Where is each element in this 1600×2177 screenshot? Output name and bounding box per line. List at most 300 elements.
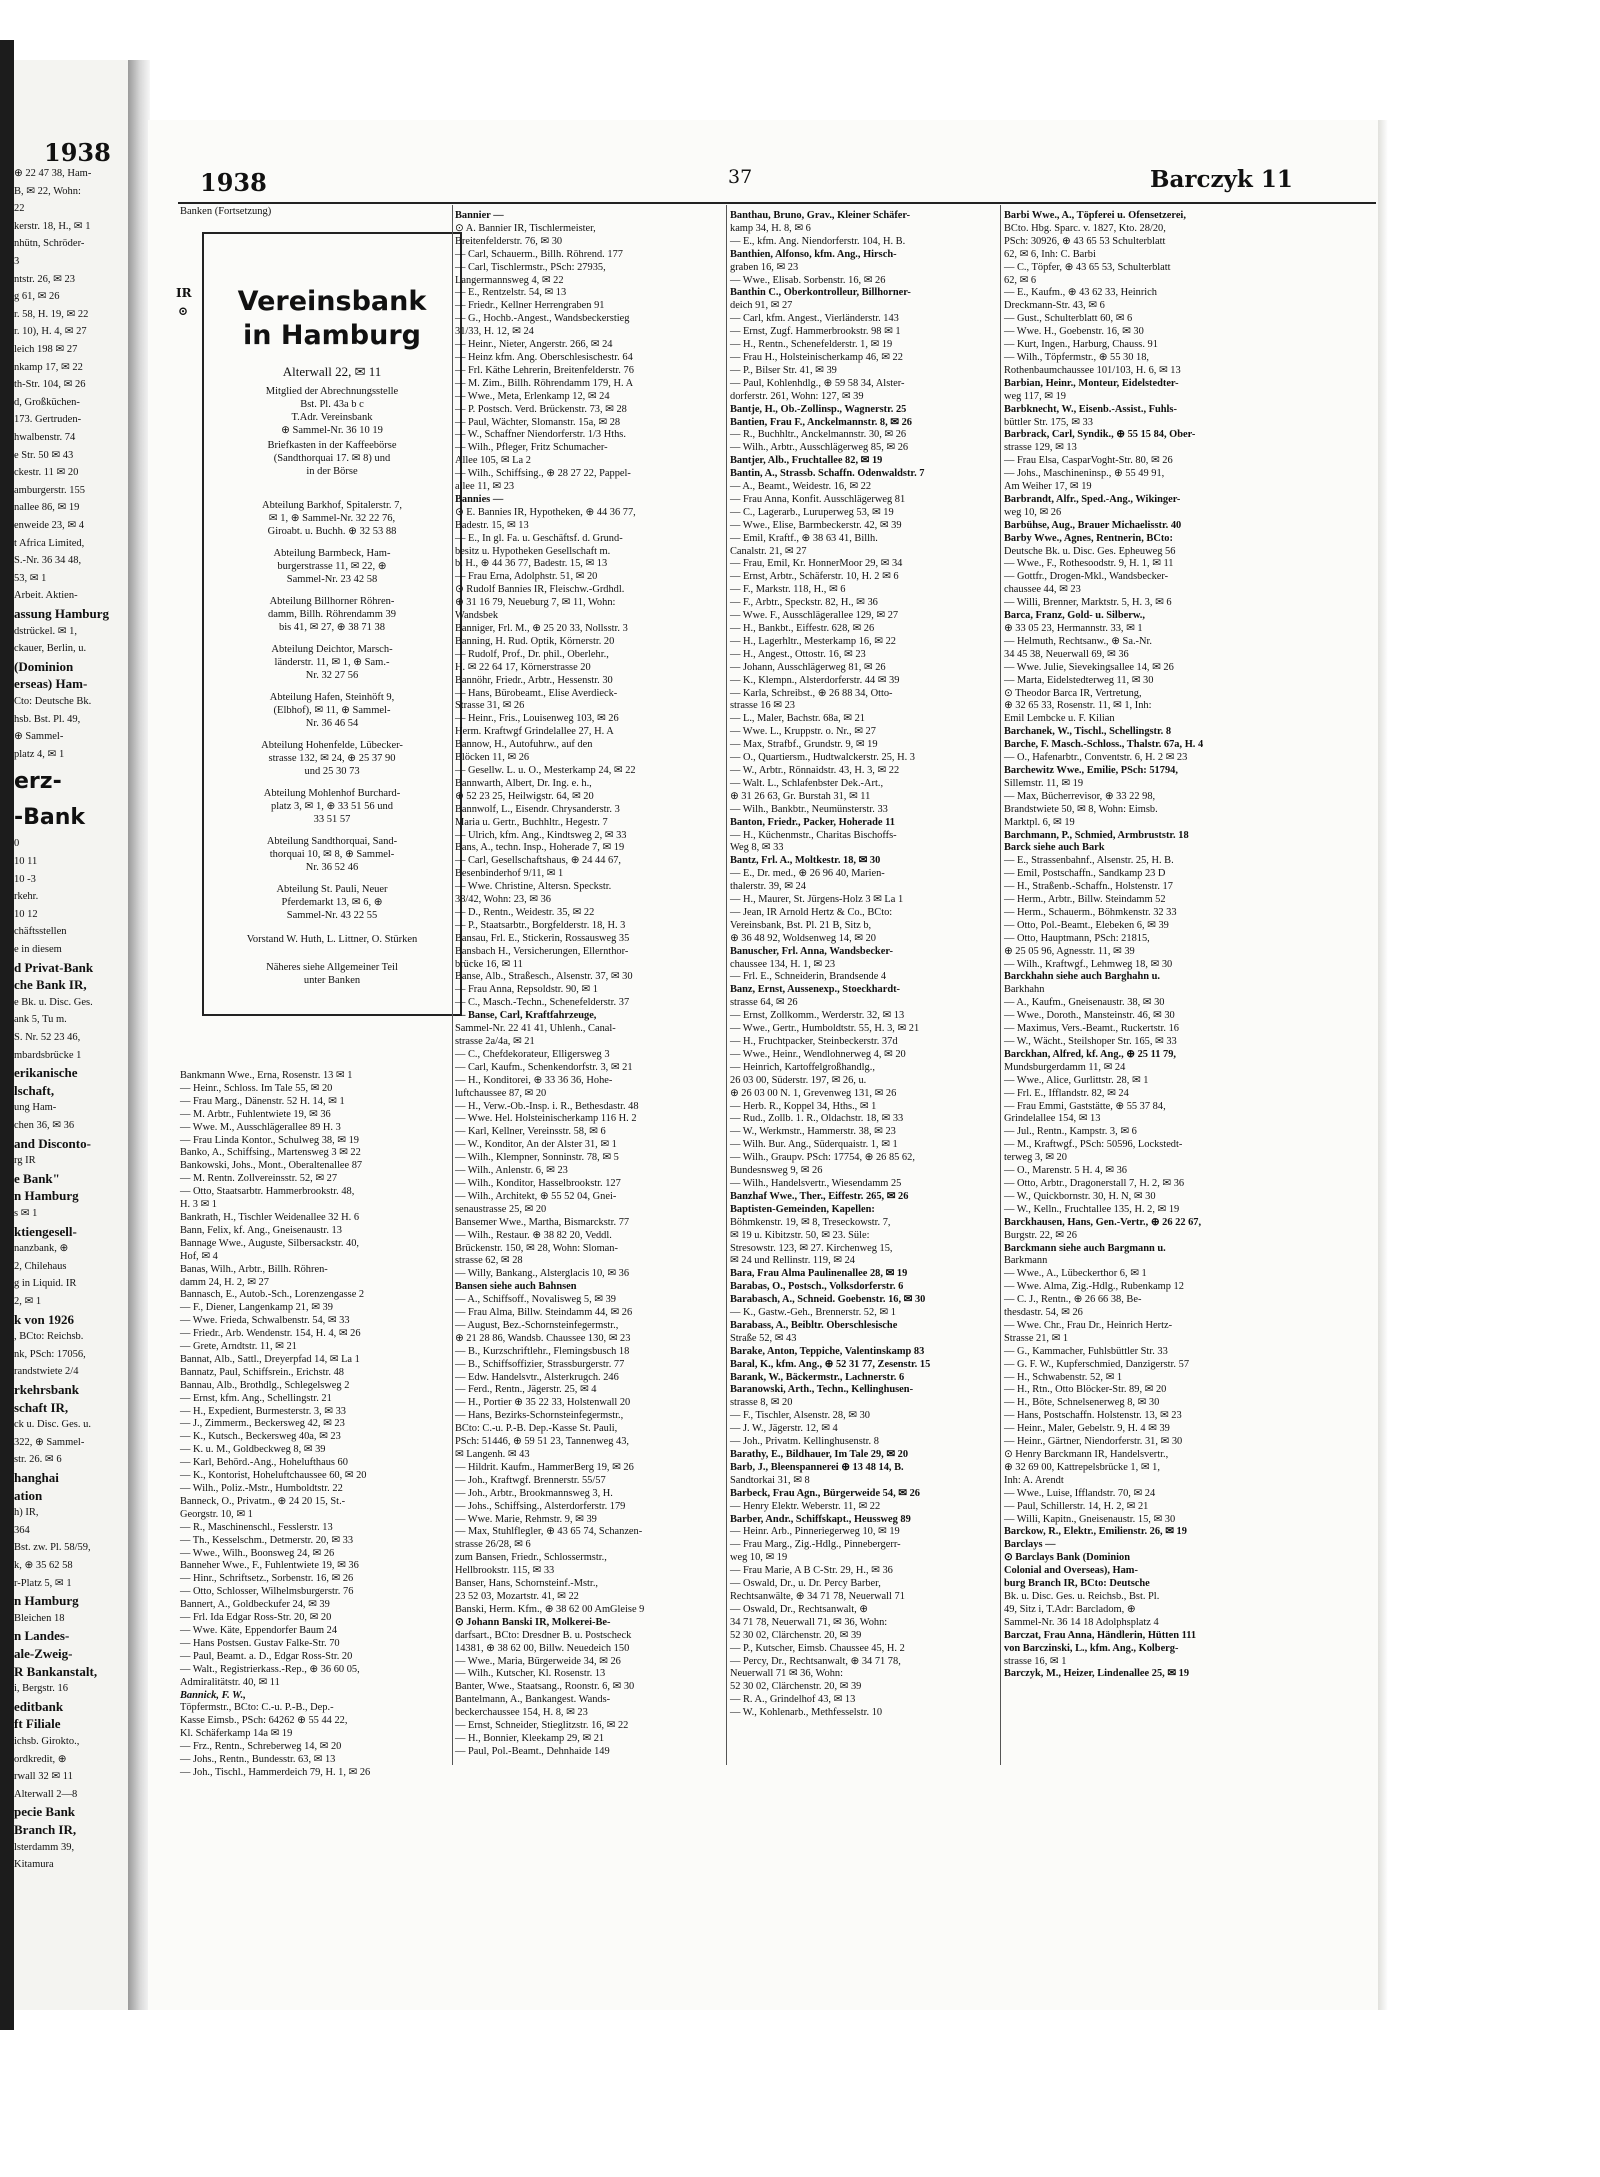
ad-footer: unter Banken — [303, 975, 361, 986]
facing-page-line: 2, ✉ 1 — [14, 1296, 42, 1307]
directory-entry-line: — W., Kelln., Fruchtallee 135, H. 2, ✉ 19 — [1004, 1203, 1180, 1215]
directory-entry-line: — Wwe. L., Kruppstr. o. Nr., ✉ 27 — [730, 726, 876, 738]
directory-entry-line: — Joh., Privatm. Kellinghusenstr. 8 — [730, 1436, 879, 1448]
ad-department-line: Giroabt. u. Buchh. ⊕ 32 53 88 — [267, 526, 397, 537]
directory-entry-line: besitz u. Hypotheken Gesellschaft m. — [455, 545, 611, 557]
directory-entry-line: Bantje, H., Ob.-Zollinsp., Wagnerstr. 25 — [730, 403, 907, 415]
ad-address: Alterwall 22, ✉ 11 — [282, 364, 382, 379]
directory-entry-line: — Frl. Ida Edgar Ross-Str. 20, ✉ 20 — [180, 1612, 332, 1624]
directory-entry-line: Töpfermstr., BCto: C.-u. P.-B., Dep.- — [180, 1702, 334, 1714]
facing-page-line: ordkredit, ⊕ — [14, 1753, 67, 1765]
directory-entry-line: — Wwe., Elise, Barmbeckerstr. 42, ✉ 39 — [730, 519, 902, 531]
directory-entry-line: zum Bansen, Friedr., Schlossermstr., — [455, 1552, 607, 1564]
ad-board: Vorstand W. Huth, L. Littner, O. Stürken — [246, 934, 418, 945]
directory-entry-line: — H., Bankbt., Eiffestr. 628, ✉ 26 — [730, 623, 875, 634]
directory-entry-line: 62, ✉ 6, Inh: C. Barbi — [1004, 248, 1096, 260]
directory-entry-line: strasse 16, ✉ 1 — [1004, 1655, 1067, 1667]
directory-entry-line: Bankrath, H., Tischler Weidenallee 32 H. 6 — [180, 1211, 360, 1223]
directory-entry-line: — Joh., Arbtr., Brookmannsweg 3, H. — [455, 1487, 613, 1499]
directory-entry-line: — K., Klempn., Alsterdorferstr. 44 ✉ 39 — [730, 674, 900, 686]
directory-entry-line: — Heinr., Maler, Gebelstr. 9, H. 4 ✉ 39 — [1004, 1423, 1170, 1435]
directory-entry-line: ⊕ 36 48 92, Woldsenweg 14, ✉ 20 — [730, 932, 876, 944]
directory-entry-line: — Frl. E., Ifflandstr. 82, ✉ 24 — [1004, 1087, 1129, 1099]
directory-entry-line: Am Weiher 17, ✉ 19 — [1004, 481, 1092, 493]
directory-entry-line: — P., Staatsarbtr., Borgfelderstr. 18, H. 3 — [455, 919, 626, 931]
facing-page-line: amburgerstr. 155 — [14, 484, 85, 496]
directory-entry-line: 34 45 38, Neuerwall 69, ✉ 36 — [1004, 648, 1129, 660]
directory-entry-line: Bansbach H., Versicherungen, Ellernthor- — [455, 945, 629, 957]
facing-page-line: Branch IR, — [14, 1822, 77, 1837]
directory-entry-line: — H., Lagerhltr., Mesterkamp 16, ✉ 22 — [730, 635, 896, 647]
directory-entry-line: — F., Arbtr., Speckstr. 82, H., ✉ 36 — [730, 597, 878, 609]
directory-entry-line: Vereinsbank, Bst. Pl. 21 B, Sitz b, — [730, 919, 872, 931]
directory-entry-line: — C., Masch.-Techn., Schenefelderstr. 37 — [455, 997, 630, 1009]
ad-info-line: (Sandthorquai 17. ✉ 8) und — [273, 453, 391, 464]
directory-entry-line: 38/42, Wohn: 23, ✉ 36 — [455, 894, 552, 906]
facing-page-line: n Hamburg — [14, 1188, 79, 1204]
facing-page-line: ale-Zweig- — [14, 1646, 73, 1661]
directory-entry-line: Bundesnsweg 9, ✉ 26 — [730, 1165, 823, 1177]
column-2-entries — [455, 210, 717, 1759]
directory-entry-line: — J. W., Jägerstr. 12, ✉ 4 — [730, 1423, 838, 1435]
directory-entry-line: — Wwe., F., Rothesoodstr. 9, H. 1, ✉ 11 — [1004, 558, 1174, 570]
directory-entry-line: — Frau Marg., Dänenstr. 52 H. 14, ✉ 1 — [180, 1095, 345, 1107]
facing-page-line: nallee 86, ✉ 19 — [14, 502, 80, 514]
vereinsbank-advertisement — [202, 232, 462, 1016]
facing-page-line: lschaft, — [14, 1082, 55, 1098]
facing-page-line: -Bank — [14, 805, 86, 831]
directory-entry-line: — Wilh., Pfleger, Fritz Schumacher- — [455, 442, 608, 454]
facing-page-line: r. 10), H. 4, ✉ 27 — [14, 326, 87, 338]
directory-entry-line: — A., Kaufm., Gneisenaustr. 38, ✉ 30 — [1004, 997, 1165, 1009]
directory-entry-line: — Otto, Pol.-Beamt., Elebeken 6, ✉ 39 — [1004, 919, 1169, 931]
directory-entry-line: — Heinrich, Kartoffelgroßhandlg., — [730, 1061, 875, 1073]
facing-page-line: d Privat-Bank — [14, 959, 94, 975]
page-number: 37 — [728, 166, 753, 188]
directory-entry-line: Bantelmann, A., Bankangest. Wands- — [455, 1694, 611, 1706]
directory-entry-line: Barabass, A., Beibltr. Oberschlesische — [730, 1319, 898, 1331]
directory-entry-line: — F., Markstr. 118, H., ✉ 6 — [730, 584, 846, 596]
directory-entry-line: — C., Töpfer, ⊕ 43 65 53, Schulterblatt — [1004, 261, 1171, 273]
directory-entry-line: — Hans, Bezirks-Schornsteinfegermstr., — [455, 1410, 624, 1422]
directory-entry-line: — Wwe. Alma, Zig.-Hdlg., Rubenkamp 12 — [1004, 1281, 1184, 1293]
directory-entry-line: Marktpl. 6, ✉ 19 — [1004, 816, 1075, 828]
directory-entry-line: Bannat, Alb., Sattl., Dreyerpfad 14, ✉ La 1 — [180, 1353, 360, 1365]
directory-entry-line: — H., Fruchtpacker, Steinbeckerstr. 37d — [730, 1036, 898, 1047]
directory-entry-line: — Rudolf, Prof., Dr. phil., Oberlehr., — [455, 648, 609, 660]
directory-entry-line: Bankmann Wwe., Erna, Rosenstr. 13 ✉ 1 — [180, 1070, 353, 1081]
facing-page-line: ntstr. 26, ✉ 23 — [14, 273, 76, 285]
facing-page-line: rkehrsbank — [14, 1382, 80, 1397]
directory-entry-line: Dreckmann-Str. 43, ✉ 6 — [1004, 300, 1105, 312]
facing-page-line: nk, PSch: 17056, — [14, 1348, 86, 1360]
directory-entry-line: — Emil, Postschaffn., Sandkamp 23 D — [1004, 868, 1166, 880]
directory-entry-line: Baral, K., kfm. Ang., ⊕ 52 31 77, Zesenstr. 15 — [730, 1358, 931, 1370]
directory-entry-line: ⊕ 26 03 00 N. 1, Grevenweg 131, ✉ 26 — [730, 1087, 897, 1099]
directory-entry-line: — Walt., Registrierkass.-Rep., ⊕ 36 60 05, — [180, 1663, 360, 1675]
directory-entry-line: Neuerwall 71 ✉ 36, Wohn: — [730, 1668, 844, 1680]
directory-entry-line: — Ernst, Zollkomm., Werderstr. 32, ✉ 13 — [730, 1010, 905, 1022]
ir-mark: IR — [176, 286, 192, 300]
facing-page-line: n Landes- — [14, 1628, 70, 1644]
directory-entry-line: — Wilh., Restaur. ⊕ 38 82 20, Veddl. — [455, 1229, 612, 1241]
directory-entry-line: — A., Schiffsoff., Novalisweg 5, ✉ 39 — [455, 1294, 616, 1306]
ad-department-line: (Elbhof), ✉ 11, ⊕ Sammel- — [273, 705, 391, 716]
directory-entry-line: Hellbrookstr. 115, ✉ 33 — [455, 1565, 555, 1577]
directory-entry-line: Bantin, A., Strassb. Schaffn. Odenwaldstr. 7 — [730, 468, 925, 480]
directory-entry-line: Blöcken 11, ✉ 26 — [455, 752, 530, 764]
directory-entry-line: 23 52 03, Mozartstr. 41, ✉ 22 — [455, 1590, 579, 1602]
directory-entry-line: — Frl. E., Schneiderin, Brandsende 4 — [730, 971, 887, 983]
directory-entry-line: Strasse 21, ✉ 1 — [1004, 1332, 1069, 1344]
directory-entry-line: Barchewitz Wwe., Emilie, PSch: 51794, — [1004, 764, 1178, 776]
ad-department-line: 33 51 57 — [313, 814, 351, 825]
directory-entry-line: Bannage Wwe., Auguste, Silbersackstr. 40, — [180, 1237, 360, 1249]
directory-entry-line: Barczyk, M., Heizer, Lindenallee 25, ✉ 19 — [1004, 1668, 1190, 1680]
directory-entry-line: Langermannsweg 4, ✉ 22 — [455, 274, 564, 286]
ad-info-line: Mitglied der Abrechnungsstelle — [265, 386, 399, 397]
facing-page-line: r-Platz 5, ✉ 1 — [14, 1577, 72, 1589]
directory-entry-line: Barbian, Heinr., Monteur, Eidelstedter- — [1004, 377, 1179, 389]
directory-entry-line: — Th., Kesselschm., Detmerstr. 20, ✉ 33 — [180, 1534, 354, 1546]
directory-entry-line: ⊕ 31 16 79, Neueburg 7, ✉ 11, Wohn: — [455, 597, 616, 609]
directory-entry-line: Bantien, Frau F., Anckelmannstr. 8, ✉ 26 — [730, 416, 913, 428]
directory-entry-line: Banas, Wilh., Arbtr., Billh. Röhren- — [180, 1263, 328, 1275]
directory-entry-line: Emil Lembcke u. F. Kilian — [1004, 713, 1115, 725]
ad-department-line: Nr. 32 27 56 — [305, 670, 359, 681]
directory-entry-line: — Herm., Arbtr., Billw. Steindamm 52 — [1004, 894, 1166, 906]
facing-page-line: i, Bergstr. 16 — [14, 1683, 69, 1695]
directory-entry-line: Banzhaf Wwe., Ther., Eiffestr. 265, ✉ 26 — [730, 1190, 909, 1202]
directory-entry-line: — Hans, Postschaffn. Holstenstr. 13, ✉ 23 — [1004, 1410, 1182, 1422]
facing-page-line: 53, ✉ 1 — [14, 572, 47, 584]
directory-entry-line: PSch: 30926, ⊕ 43 65 53 Schulterblatt — [1004, 235, 1166, 247]
directory-entry-line: ✉ 24 und Rellinstr. 119, ✉ 24 — [730, 1255, 855, 1267]
directory-entry-line: 49, Sitz i, T.Adr: Barcladom, ⊕ — [1004, 1603, 1136, 1615]
directory-entry-line: — Frau, Emil, Kr. HonnerMoor 29, ✉ 34 — [730, 558, 903, 570]
ad-department-line: Abteilung Hohenfelde, Lübecker- — [261, 740, 403, 751]
directory-entry-line: ⊙ Johann Banski IR, Molkerei-Be- — [455, 1616, 611, 1628]
facing-page-line: schaft IR, — [14, 1399, 69, 1415]
directory-entry-line: 62, ✉ 6 — [1004, 274, 1037, 286]
facing-page-line: th-Str. 104, ✉ 26 — [14, 379, 86, 391]
directory-entry-line: — Heinr., Schloss. Im Tale 55, ✉ 20 — [180, 1082, 333, 1094]
ad-info-line: Bst. Pl. 43a b c — [300, 399, 364, 410]
facing-page-line: randstwiete 2/4 — [14, 1366, 79, 1378]
facing-page-line: kerstr. 18, H., ✉ 1 — [14, 220, 91, 232]
directory-entry-line: Barbi Wwe., A., Töpferei u. Ofensetzerei, — [1004, 210, 1186, 221]
directory-entry-line: Sillemstr. 11, ✉ 19 — [1004, 777, 1084, 789]
directory-entry-line: — Wilh. Bur. Ang., Süderquaistr. 1, ✉ 1 — [730, 1139, 898, 1151]
directory-entry-line: strasse 129, ✉ 13 — [1004, 442, 1077, 454]
directory-entry-line: Kl. Schäferkamp 14a ✉ 19 — [180, 1728, 293, 1740]
facing-page-line: Arbeit. Aktien- — [14, 590, 78, 602]
directory-entry-line: Bankowski, Johs., Mont., Oberaltenallee 87 — [180, 1160, 363, 1172]
directory-entry-line: Banning, H. Rud. Optik, Körnerstr. 20 — [455, 635, 615, 647]
facing-page-line: ichsb. Girokto., — [14, 1736, 80, 1747]
directory-entry-line: Bantjer, Alb., Fruchtallee 82, ✉ 19 — [730, 455, 883, 467]
directory-entry-line: Hof, ✉ 4 — [180, 1250, 218, 1262]
facing-page-line: rkehr. — [14, 891, 39, 903]
directory-entry-line: — Oswald, Dr., u. Dr. Percy Barber, — [730, 1578, 881, 1590]
directory-entry-line: — H., Schwabenstr. 52, ✉ 1 — [1004, 1371, 1123, 1383]
directory-entry-line: — C., Chefdekorateur, Elligersweg 3 — [455, 1048, 610, 1060]
facing-page-line: d, Großküchen- — [14, 396, 80, 408]
directory-entry-line: — Hans Postsen. Gustav Falke-Str. 70 — [180, 1637, 340, 1649]
directory-entry-line: ⊙ Rudolf Bannies IR, Fleischw.-Grdhdl. — [455, 584, 625, 596]
directory-entry-line: Bannöhr, Friedr., Arbtr., Hessenstr. 30 — [455, 674, 613, 686]
ad-department-line: Abteilung Billhorner Röhren- — [269, 596, 395, 607]
directory-entry-line: — L., Maler, Bachstr. 68a, ✉ 21 — [730, 713, 865, 725]
directory-entry-line: Barake, Anton, Teppiche, Valentinskamp 83 — [730, 1345, 925, 1357]
directory-entry-line: Banneher Wwe., F., Fuhlentwiete 19, ✉ 36 — [180, 1560, 359, 1572]
directory-entry-line: — D., Rentn., Weidestr. 35, ✉ 22 — [455, 906, 595, 918]
directory-entry-line: Barbeck, Frau Agn., Bürgerweide 54, ✉ 26 — [730, 1487, 920, 1499]
directory-entry-line: — Herm., Schauerm., Böhmkenstr. 32 33 — [1004, 906, 1177, 918]
directory-entry-line: — Edw. Handelsvtr., Alsterkrugch. 246 — [455, 1371, 619, 1383]
directory-entry-line: — Wwe. Frieda, Schwalbenstr. 54, ✉ 33 — [180, 1315, 350, 1327]
directory-entry-line: Banz, Ernst, Aussenexp., Stoeckhardt- — [730, 984, 901, 996]
ad-department-line: Abteilung Mohlenhof Burchard- — [263, 788, 401, 799]
ad-info-line: T.Adr. Vereinsbank — [291, 412, 373, 423]
directory-entry-line: — Oswald, Dr., Rechtsanwalt, ⊕ — [730, 1603, 868, 1615]
facing-page-line: erseas) Ham- — [14, 676, 88, 692]
directory-entry-line: Banthien, Alfonso, kfm. Ang., Hirsch- — [730, 248, 897, 260]
directory-entry-line: — Carl, Gesellschaftshaus, ⊕ 24 44 67, — [455, 855, 621, 867]
directory-entry-line: Barchanek, W., Tischl., Schellingstr. 8 — [1004, 726, 1172, 738]
directory-entry-line: — W., Kohlenarb., Methfesselstr. 10 — [730, 1707, 883, 1719]
directory-entry-line: — G., Kammacher, Fuhlsbüttler Str. 33 — [1004, 1345, 1168, 1357]
directory-entry-line: Barchmann, P., Schmied, Armbruststr. 18 — [1004, 829, 1189, 841]
directory-entry-line: Baptisten-Gemeinden, Kapellen: — [730, 1203, 875, 1215]
directory-entry-line: — W., Wächt., Steilshoper Str. 165, ✉ 33 — [1004, 1036, 1177, 1047]
facing-page-line: 22 — [14, 203, 25, 215]
directory-entry-line: — Wwe. Julie, Sievekingsallee 14, ✉ 26 — [1004, 661, 1174, 673]
directory-entry-line: ✉ Langenh. ✉ 43 — [455, 1449, 530, 1460]
directory-entry-line: Barabas, O., Postsch., Volksdorferstr. 6 — [730, 1281, 904, 1293]
directory-entry-line: strasse 64, ✉ 26 — [730, 997, 798, 1009]
directory-entry-line: Bantz, Frl. A., Moltkestr. 18, ✉ 30 — [730, 855, 881, 867]
directory-entry-line: — August, Bez.-Schornsteinfegermstr., — [455, 1319, 619, 1331]
directory-entry-line: Baranowski, Arth., Techn., Kellinghusen- — [730, 1384, 914, 1396]
ad-info-line: ⊕ Sammel-Nr. 36 10 19 — [281, 425, 383, 436]
directory-entry-line: Rothenbaumchaussee 101/103, H. 6, ✉ 13 — [1004, 364, 1181, 376]
directory-entry-line: — Helmuth, Rechtsanw., ⊕ Sa.-Nr. — [1004, 635, 1152, 647]
directory-entry-line: — Walt. L., Schlafenbster Dek.-Art., — [730, 777, 884, 789]
ad-department-line: und 25 30 73 — [304, 766, 360, 777]
directory-entry-line: — K., Kontorist, Hoheluftchaussee 60, ✉ 20 — [180, 1470, 367, 1482]
directory-entry-line: Barber, Andr., Schiffskapt., Heussweg 89 — [730, 1513, 911, 1525]
directory-entry-line: Wandsbek — [455, 610, 499, 622]
directory-entry-line: — Hinr., Schriftsetz., Sorbenstr. 16, ✉ 26 — [180, 1573, 354, 1585]
facing-page-line: assung Hamburg — [14, 606, 109, 621]
directory-entry-line: Bannert, A., Goldbeckufer 24, ✉ 39 — [180, 1599, 330, 1611]
directory-entry-line: Badestr. 15, ✉ 13 — [455, 519, 529, 531]
directory-entry-line: — Wwe., Gertr., Humboldtstr. 55, H. 3, ✉ 21 — [730, 1023, 920, 1035]
facing-page-line: and Disconto- — [14, 1135, 91, 1151]
directory-entry-line: Maria u. Gertr., Buchhltr., Hegestr. 7 — [455, 816, 608, 828]
ad-title-line-2: in Hamburg — [242, 320, 422, 351]
directory-entry-line: strasse 62, ✉ 28 — [455, 1255, 523, 1267]
directory-entry-line: Bans, A., techn. Insp., Hoherade 7, ✉ 19 — [455, 842, 625, 854]
directory-entry-line: 52 30 02, Clärchenstr. 20, ✉ 39 — [730, 1681, 862, 1693]
directory-entry-line: — Karl, Behörd.-Ang., Hohelufthaus 60 — [180, 1457, 348, 1469]
directory-entry-line: b. H., ⊕ 44 36 77, Badestr. 15, ✉ 13 — [455, 558, 608, 570]
directory-entry-line: deich 91, ✉ 27 — [730, 300, 793, 312]
facing-page-line: k, ⊕ 35 62 58 — [14, 1560, 73, 1571]
facing-page-line: R Bankanstalt, — [14, 1663, 98, 1679]
directory-entry-line: Burgstr. 22, ✉ 26 — [1004, 1229, 1077, 1241]
directory-entry-line: — Ernst, Zugf. Hammerbrookstr. 98 ✉ 1 — [730, 326, 901, 338]
directory-entry-line: ⊕ 33 05 23, Hermannstr. 33, ✉ 1 — [1004, 623, 1143, 634]
directory-entry-line: — M., Kraftwgf., PSch: 50596, Lockstedt- — [1004, 1139, 1183, 1151]
directory-entry-line: — E., Dr. med., ⊕ 26 96 40, Marien- — [730, 868, 885, 880]
ad-department-line: damm, Billh. Röhrendamm 39 — [267, 609, 397, 620]
facing-page-line: ⊕ 22 47 38, Ham- — [14, 168, 92, 179]
directory-entry-line: BCto. Hbg. Sparc. v. 1827, Kto. 28/20, — [1004, 222, 1166, 234]
facing-page-line: che Bank IR, — [14, 977, 87, 993]
directory-entry-line: — G., Hochb.-Angest., Wandsbeckerstieg — [455, 313, 630, 325]
directory-entry-line: büttler Str. 175, ✉ 33 — [1004, 416, 1093, 428]
directory-entry-line: ⊕ 52 23 25, Heilwigstr. 64, ✉ 20 — [455, 790, 594, 802]
directory-entry-line: — Frau H., Holsteinischerkamp 46, ✉ 22 — [730, 351, 903, 363]
facing-page-line: e Bk. u. Disc. Ges. — [14, 996, 93, 1008]
facing-page-line: str. 26. ✉ 6 — [14, 1454, 62, 1466]
facing-page-line: erikanische — [14, 1065, 78, 1081]
directory-entry-line: — Ferd., Rentn., Jägerstr. 25, ✉ 4 — [455, 1384, 597, 1396]
directory-entry-line: — H., Küchenmstr., Charitas Bischoffs- — [730, 829, 897, 841]
directory-entry-line: H. ✉ 22 64 17, Körnerstrasse 20 — [455, 661, 591, 673]
directory-entry-line: — Paul, Beamt. a. D., Edgar Ross-Str. 20 — [180, 1650, 353, 1662]
facing-page-line: mbardsbrücke 1 — [14, 1049, 82, 1061]
facing-page-line: lsterdamm 39, — [14, 1841, 75, 1853]
directory-entry-line: — Wwe., Wilh., Boonsweg 24, ✉ 26 — [180, 1547, 335, 1559]
directory-entry-line: 26 03 00, Süderstr. 197, ✉ 26, u. — [730, 1074, 867, 1086]
directory-entry-line: Barb, J., Bleenspannerei ⊕ 13 48 14, B. — [730, 1461, 904, 1473]
directory-entry-line: thalerstr. 39, ✉ 24 — [730, 881, 806, 893]
directory-entry-line: Barclays — — [1004, 1539, 1056, 1551]
directory-entry-line: — Frau Linda Kontor., Schulweg 38, ✉ 19 — [180, 1134, 359, 1146]
facing-page-line: 322, ⊕ Sammel- — [14, 1436, 85, 1448]
directory-entry-line: Bk. u. Disc. Ges. u. Reichsb., Bst. Pl. — [1004, 1590, 1160, 1602]
directory-entry-line: Barbühse, Aug., Brauer Michaelisstr. 40 — [1004, 519, 1182, 531]
facing-page-line: 0 — [14, 838, 20, 850]
directory-entry-line: — Grete, Arndtstr. 11, ✉ 21 — [180, 1341, 297, 1353]
facing-page-line: platz 4, ✉ 1 — [14, 748, 65, 760]
ad-department-line: Abteilung Barmbeck, Ham- — [273, 548, 391, 559]
directory-entry-line: — B., Kurzschriftlehr., Flemingsbusch 18 — [455, 1345, 630, 1357]
ad-department-line: Abteilung St. Pauli, Neuer — [276, 884, 388, 895]
directory-entry-line: Canalstr. 21, ✉ 27 — [730, 545, 807, 557]
directory-entry-line: — M. Zim., Billh. Röhrendamm 179, H. A — [455, 377, 634, 389]
directory-entry-line: — E., In gl. Fa. u. Geschäftsf. d. Grund- — [455, 532, 623, 544]
directory-entry-line: Bansau, Frl. E., Stickerin, Rossausweg 35 — [455, 932, 630, 944]
directory-entry-line: — M. Rentn. Zollvereinsstr. 52, ✉ 27 — [180, 1173, 338, 1185]
directory-entry-line: Bannies — — [455, 493, 504, 505]
directory-entry-line: ✉ 19 u. Kibitzstr. 50, ✉ 23. Süle: — [730, 1229, 870, 1241]
directory-entry-line: — H., Portier ⊕ 35 22 33, Holstenwall 20 — [455, 1397, 631, 1409]
directory-entry-line: — Wilh., Töpfermstr., ⊕ 55 30 18, — [1004, 351, 1149, 363]
directory-entry-line: — Carl, Kaufm., Schenkendorfstr. 3, ✉ 21 — [455, 1061, 633, 1073]
directory-entry-line: — H., Straßenb.-Schaffn., Holstenstr. 17 — [1004, 881, 1173, 893]
directory-entry-line: PSch: 51446, ⊕ 59 51 23, Tannenweg 43, — [455, 1436, 630, 1448]
directory-entry-line: — Max, Stuhlflegler, ⊕ 43 65 74, Schanzen- — [455, 1526, 643, 1538]
directory-entry-line: senaustrasse 25, ✉ 20 — [455, 1203, 547, 1215]
facing-page-line: g 61, ✉ 26 — [14, 291, 60, 303]
ad-department-line: Abteilung Sandthorquai, Sand- — [266, 836, 398, 847]
column-3-entries — [730, 210, 992, 1720]
directory-entry-line: — Frz., Rentn., Schreberweg 14, ✉ 20 — [180, 1741, 342, 1753]
directory-entry-line: — Wilh., Kraftwgf., Lehmweg 18, ✉ 30 — [1004, 958, 1173, 970]
column-rule — [1000, 205, 1001, 1765]
facing-page-line: Bst. zw. Pl. 58/59, — [14, 1542, 91, 1554]
directory-entry-line: Rechtsanwälte, ⊕ 34 71 78, Neuerwall 71 — [730, 1590, 905, 1602]
directory-entry-line: weg 10, ✉ 26 — [1004, 506, 1062, 518]
directory-entry-line: ⊙ A. Bannier IR, Tischlermeister, — [455, 222, 596, 234]
directory-entry-line: — Jul., Rentn., Kampstr. 3, ✉ 6 — [1004, 1126, 1137, 1138]
ad-info-line: in der Börse — [306, 466, 358, 477]
facing-page-line: ation — [14, 1487, 43, 1503]
directory-entry-line: Brandstwiete 50, ✉ 8, Wohn: Eimsb. — [1004, 803, 1158, 815]
directory-entry-line: — Friedr., Arb. Wendenstr. 154, H. 4, ✉ 26 — [180, 1328, 361, 1340]
ad-department-line: Nr. 36 46 54 — [305, 718, 359, 729]
directory-entry-line: — Karl, Kellner, Vereinsstr. 58, ✉ 6 — [455, 1126, 606, 1138]
directory-entry-line: terweg 3, ✉ 20 — [1004, 1152, 1067, 1164]
column-rule — [452, 205, 453, 1765]
facing-page-line: ⊕ Sammel- — [14, 731, 64, 743]
directory-entry-line: Stresowstr. 123, ✉ 27. Kirchenweg 15, — [730, 1242, 893, 1254]
directory-entry-line: ⊕ 32 69 00, Kattrepelsbrücke 1, ✉ 1, — [1004, 1461, 1160, 1473]
directory-entry-line: Herm. Kraftwgf Grindelallee 27, H. A — [455, 726, 614, 738]
directory-entry-line: brücke 16, ✉ 11 — [455, 958, 523, 970]
facing-page-line: leich 198 ✉ 27 — [14, 344, 78, 355]
directory-entry-line: Banuscher, Frl. Anna, Wandsbecker- — [730, 945, 894, 957]
directory-entry-line: Sammel-Nr. 22 41 41, Uhlenh., Canal- — [455, 1023, 616, 1035]
directory-entry-line: Bannier — — [455, 210, 504, 221]
directory-entry-line: — Percy, Dr., Rechtsanwalt, ⊕ 34 71 78, — [730, 1655, 901, 1667]
directory-entry-line: — E., kfm. Ang. Niendorferstr. 104, H. B. — [730, 235, 906, 247]
directory-entry-line: — Heinz kfm. Ang. Oberschlesischestr. 64 — [455, 351, 633, 363]
directory-entry-line: Barckow, R., Elektr., Emilienstr. 26, ✉ 19 — [1004, 1526, 1187, 1538]
directory-entry-line: Banko, A., Schiffsing., Martensweg 3 ✉ 22 — [180, 1147, 361, 1159]
directory-entry-line: — F., Diener, Langenkamp 21, ✉ 39 — [180, 1302, 333, 1314]
directory-entry-line: weg 117, ✉ 19 — [1004, 390, 1066, 402]
ad-footer: Näheres siehe Allgemeiner Teil — [266, 962, 398, 973]
directory-entry-line: — Carl, Tischlermstr., PSch: 27935, — [455, 261, 606, 273]
directory-entry-line: 34 71 78, Neuerwall 71, ✉ 36, Wohn: — [730, 1616, 888, 1628]
directory-entry-line: thesdastr. 54, ✉ 26 — [1004, 1307, 1083, 1319]
directory-entry-line: Barbrack, Carl, Syndik., ⊕ 55 15 84, Ober- — [1004, 429, 1196, 441]
facing-page-line: e Str. 50 ✉ 43 — [14, 449, 74, 461]
directory-entry-line: — Henry Elektr. Weberstr. 11, ✉ 22 — [730, 1500, 881, 1512]
directory-entry-line: Banneck, O., Privatm., ⊕ 24 20 15, St.- — [180, 1495, 346, 1507]
directory-entry-line: von Barczinski, L., kfm. Ang., Kolberg- — [1004, 1642, 1179, 1654]
directory-entry-line: — J., Zimmerm., Beckersweg 42, ✉ 23 — [180, 1418, 345, 1430]
directory-entry-line: — R., Buchhltr., Anckelmannstr. 30, ✉ 26 — [730, 429, 907, 441]
directory-entry-line: — H., Rtn., Otto Blöcker-Str. 89, ✉ 20 — [1004, 1384, 1167, 1396]
ad-department-line: thorquai 10, ✉ 8, ⊕ Sammel- — [269, 849, 395, 860]
facing-page-line: rg IR — [14, 1155, 36, 1167]
directory-entry-line: — Wwe. Christine, Altersn. Speckstr. — [455, 881, 612, 893]
facing-page-line: B, ✉ 22, Wohn: — [14, 185, 81, 197]
facing-page-line: (Dominion — [14, 658, 74, 674]
directory-entry-line: — Max, Strafbf., Grundstr. 9, ✉ 19 — [730, 739, 878, 751]
directory-entry-line: Mundsburgerdamm 11, ✉ 24 — [1004, 1061, 1126, 1073]
directory-entry-line: Bansemer Wwe., Martha, Bismarckstr. 77 — [455, 1216, 630, 1228]
facing-page-line: ck u. Disc. Ges. u. — [14, 1419, 91, 1431]
directory-entry-line: — W., Schaffner Niendorferstr. 1/3 Hths. — [455, 429, 626, 441]
ad-department-line: ✉ 1, ⊕ Sammel-Nr. 32 22 76, — [268, 513, 396, 524]
